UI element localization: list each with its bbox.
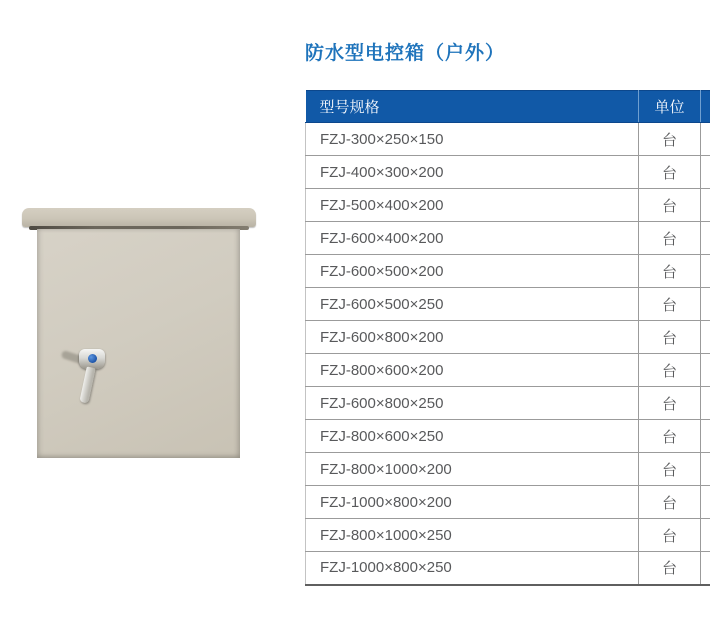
unit-cell: 台 <box>639 486 701 519</box>
unit-cell: 台 <box>639 354 701 387</box>
model-cell: FZJ-800×1000×200 <box>306 453 639 486</box>
unit-cell: 台 <box>639 288 701 321</box>
table-row <box>306 552 710 585</box>
extra-cell <box>701 519 710 552</box>
unit-cell: 台 <box>639 420 701 453</box>
model-cell: FZJ-1000×800×250 <box>306 552 639 585</box>
table-row <box>306 321 710 354</box>
extra-cell <box>701 453 710 486</box>
unit-cell: 台 <box>639 453 701 486</box>
page-title: 防水型电控箱（户外） <box>305 43 506 64</box>
model-cell: FZJ-800×600×250 <box>306 420 639 453</box>
table-row <box>306 156 710 189</box>
box-body <box>37 229 240 458</box>
unit-cell: 台 <box>639 156 701 189</box>
model-cell: FZJ-800×1000×250 <box>306 519 639 552</box>
extra-cell <box>701 156 710 189</box>
extra-cell <box>701 222 710 255</box>
extra-cell <box>701 255 710 288</box>
unit-cell: 台 <box>639 321 701 354</box>
table-row <box>306 387 710 420</box>
unit-cell: 台 <box>639 387 701 420</box>
handle-lever <box>79 366 95 403</box>
product-photo <box>22 206 256 458</box>
model-cell: FZJ-600×500×200 <box>306 255 639 288</box>
model-cell: FZJ-600×800×200 <box>306 321 639 354</box>
extra-header-cell <box>701 91 710 123</box>
unit-cell: 台 <box>639 189 701 222</box>
box-rain-cap <box>22 208 256 227</box>
extra-cell <box>701 420 710 453</box>
model-cell: FZJ-800×600×200 <box>306 354 639 387</box>
table-row <box>306 288 710 321</box>
box-handle <box>79 349 105 369</box>
unit-cell: 台 <box>639 552 701 585</box>
model-cell: FZJ-600×400×200 <box>306 222 639 255</box>
spec-table-wrap <box>305 90 710 590</box>
table-row <box>306 519 710 552</box>
model-cell: FZJ-500×400×200 <box>306 189 639 222</box>
extra-cell <box>701 321 710 354</box>
table-row <box>306 255 710 288</box>
table-row <box>306 222 710 255</box>
model-cell: FZJ-600×500×250 <box>306 288 639 321</box>
unit-cell: 台 <box>639 123 701 156</box>
table-row <box>306 453 710 486</box>
unit-header-cell: 单位 <box>639 91 701 123</box>
extra-cell <box>701 189 710 222</box>
spec-table-body <box>306 123 710 585</box>
unit-cell: 台 <box>639 222 701 255</box>
table-row <box>306 189 710 222</box>
lock-dot <box>88 354 97 363</box>
model-cell: FZJ-300×250×150 <box>306 123 639 156</box>
extra-cell <box>701 354 710 387</box>
table-row <box>306 123 710 156</box>
table-row <box>306 420 710 453</box>
model-cell: FZJ-600×800×250 <box>306 387 639 420</box>
extra-cell <box>701 552 710 585</box>
model-cell: FZJ-400×300×200 <box>306 156 639 189</box>
table-row <box>306 486 710 519</box>
unit-cell: 台 <box>639 255 701 288</box>
extra-cell <box>701 123 710 156</box>
spec-table <box>305 90 710 586</box>
model-header-cell: 型号规格 <box>306 91 639 123</box>
table-row <box>306 354 710 387</box>
model-cell: FZJ-1000×800×200 <box>306 486 639 519</box>
spec-table-header <box>306 91 710 123</box>
unit-cell: 台 <box>639 519 701 552</box>
extra-cell <box>701 486 710 519</box>
extra-cell <box>701 387 710 420</box>
extra-cell <box>701 288 710 321</box>
